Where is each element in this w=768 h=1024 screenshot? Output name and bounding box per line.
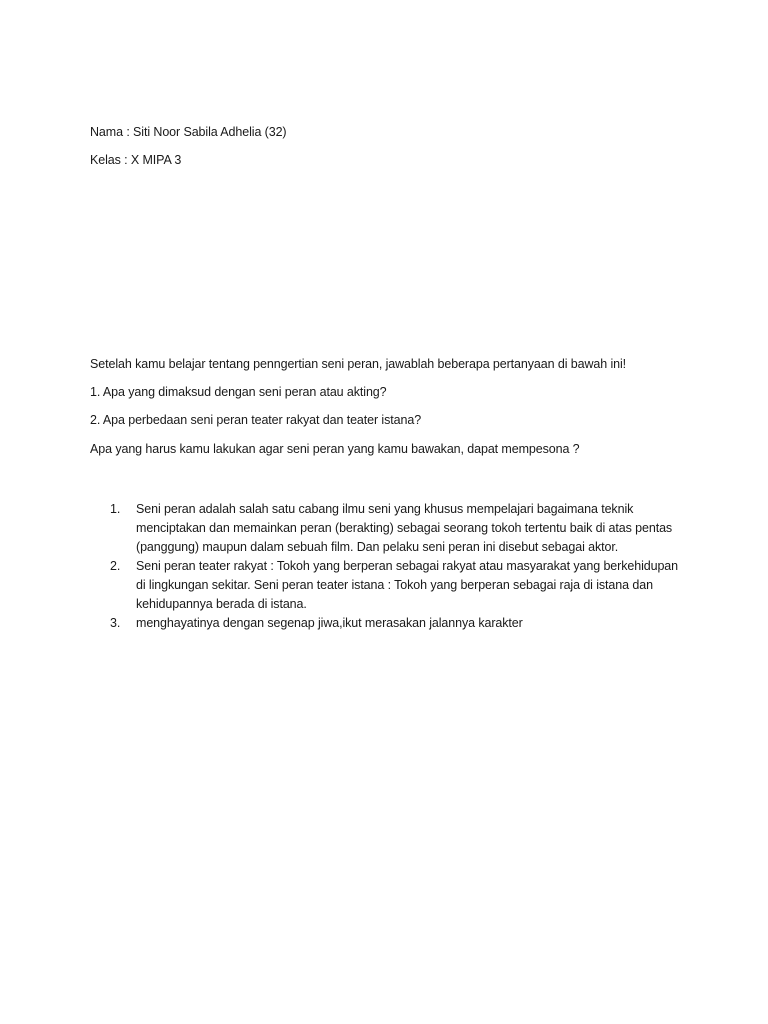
list-item	[110, 557, 690, 614]
question-2: 2. Apa perbedaan seni peran teater rakyat dan teater istana?	[90, 413, 422, 427]
question-1: 1. Apa yang dimaksud dengan seni peran atau akting?	[90, 385, 387, 399]
answer-number: 3.	[110, 616, 121, 630]
questions-intro: Setelah kamu belajar tentang penngertian seni peran, jawablah beberapa pertanyaan di bawah ini!	[90, 357, 627, 371]
student-class: Kelas : X MIPA 3	[90, 153, 182, 167]
answer-number: 2.	[110, 559, 121, 573]
answer-number: 1.	[110, 502, 121, 516]
answers-list	[110, 500, 690, 633]
answer-text: Seni peran teater rakyat : Tokoh yang berperan sebagai rakyat atau masyarakat yang berkehidupan di lingkungan sekitar. Seni peran teater istana : Tokoh yang berperan sebagai raja di istana dan kehidupannya berada di istana.	[136, 559, 679, 611]
answer-text: Seni peran adalah salah satu cabang ilmu seni yang khusus mempelajari bagaimana teknik menciptakan dan memainkan peran (berakting) sebagai seorang tokoh tertentu baik di atas pentas (panggung) maupun dalam sebuah film. Dan pelaku seni peran ini disebut sebagai aktor.	[136, 502, 673, 554]
answer-text: menghayatinya dengan segenap jiwa,ikut merasakan jalannya karakter	[136, 616, 523, 630]
list-item	[110, 500, 690, 557]
question-3: Apa yang harus kamu lakukan agar seni peran yang kamu bawakan, dapat mempesona ?	[90, 442, 580, 456]
student-name: Nama : Siti Noor Sabila Adhelia (32)	[90, 125, 287, 139]
list-item	[110, 614, 690, 633]
